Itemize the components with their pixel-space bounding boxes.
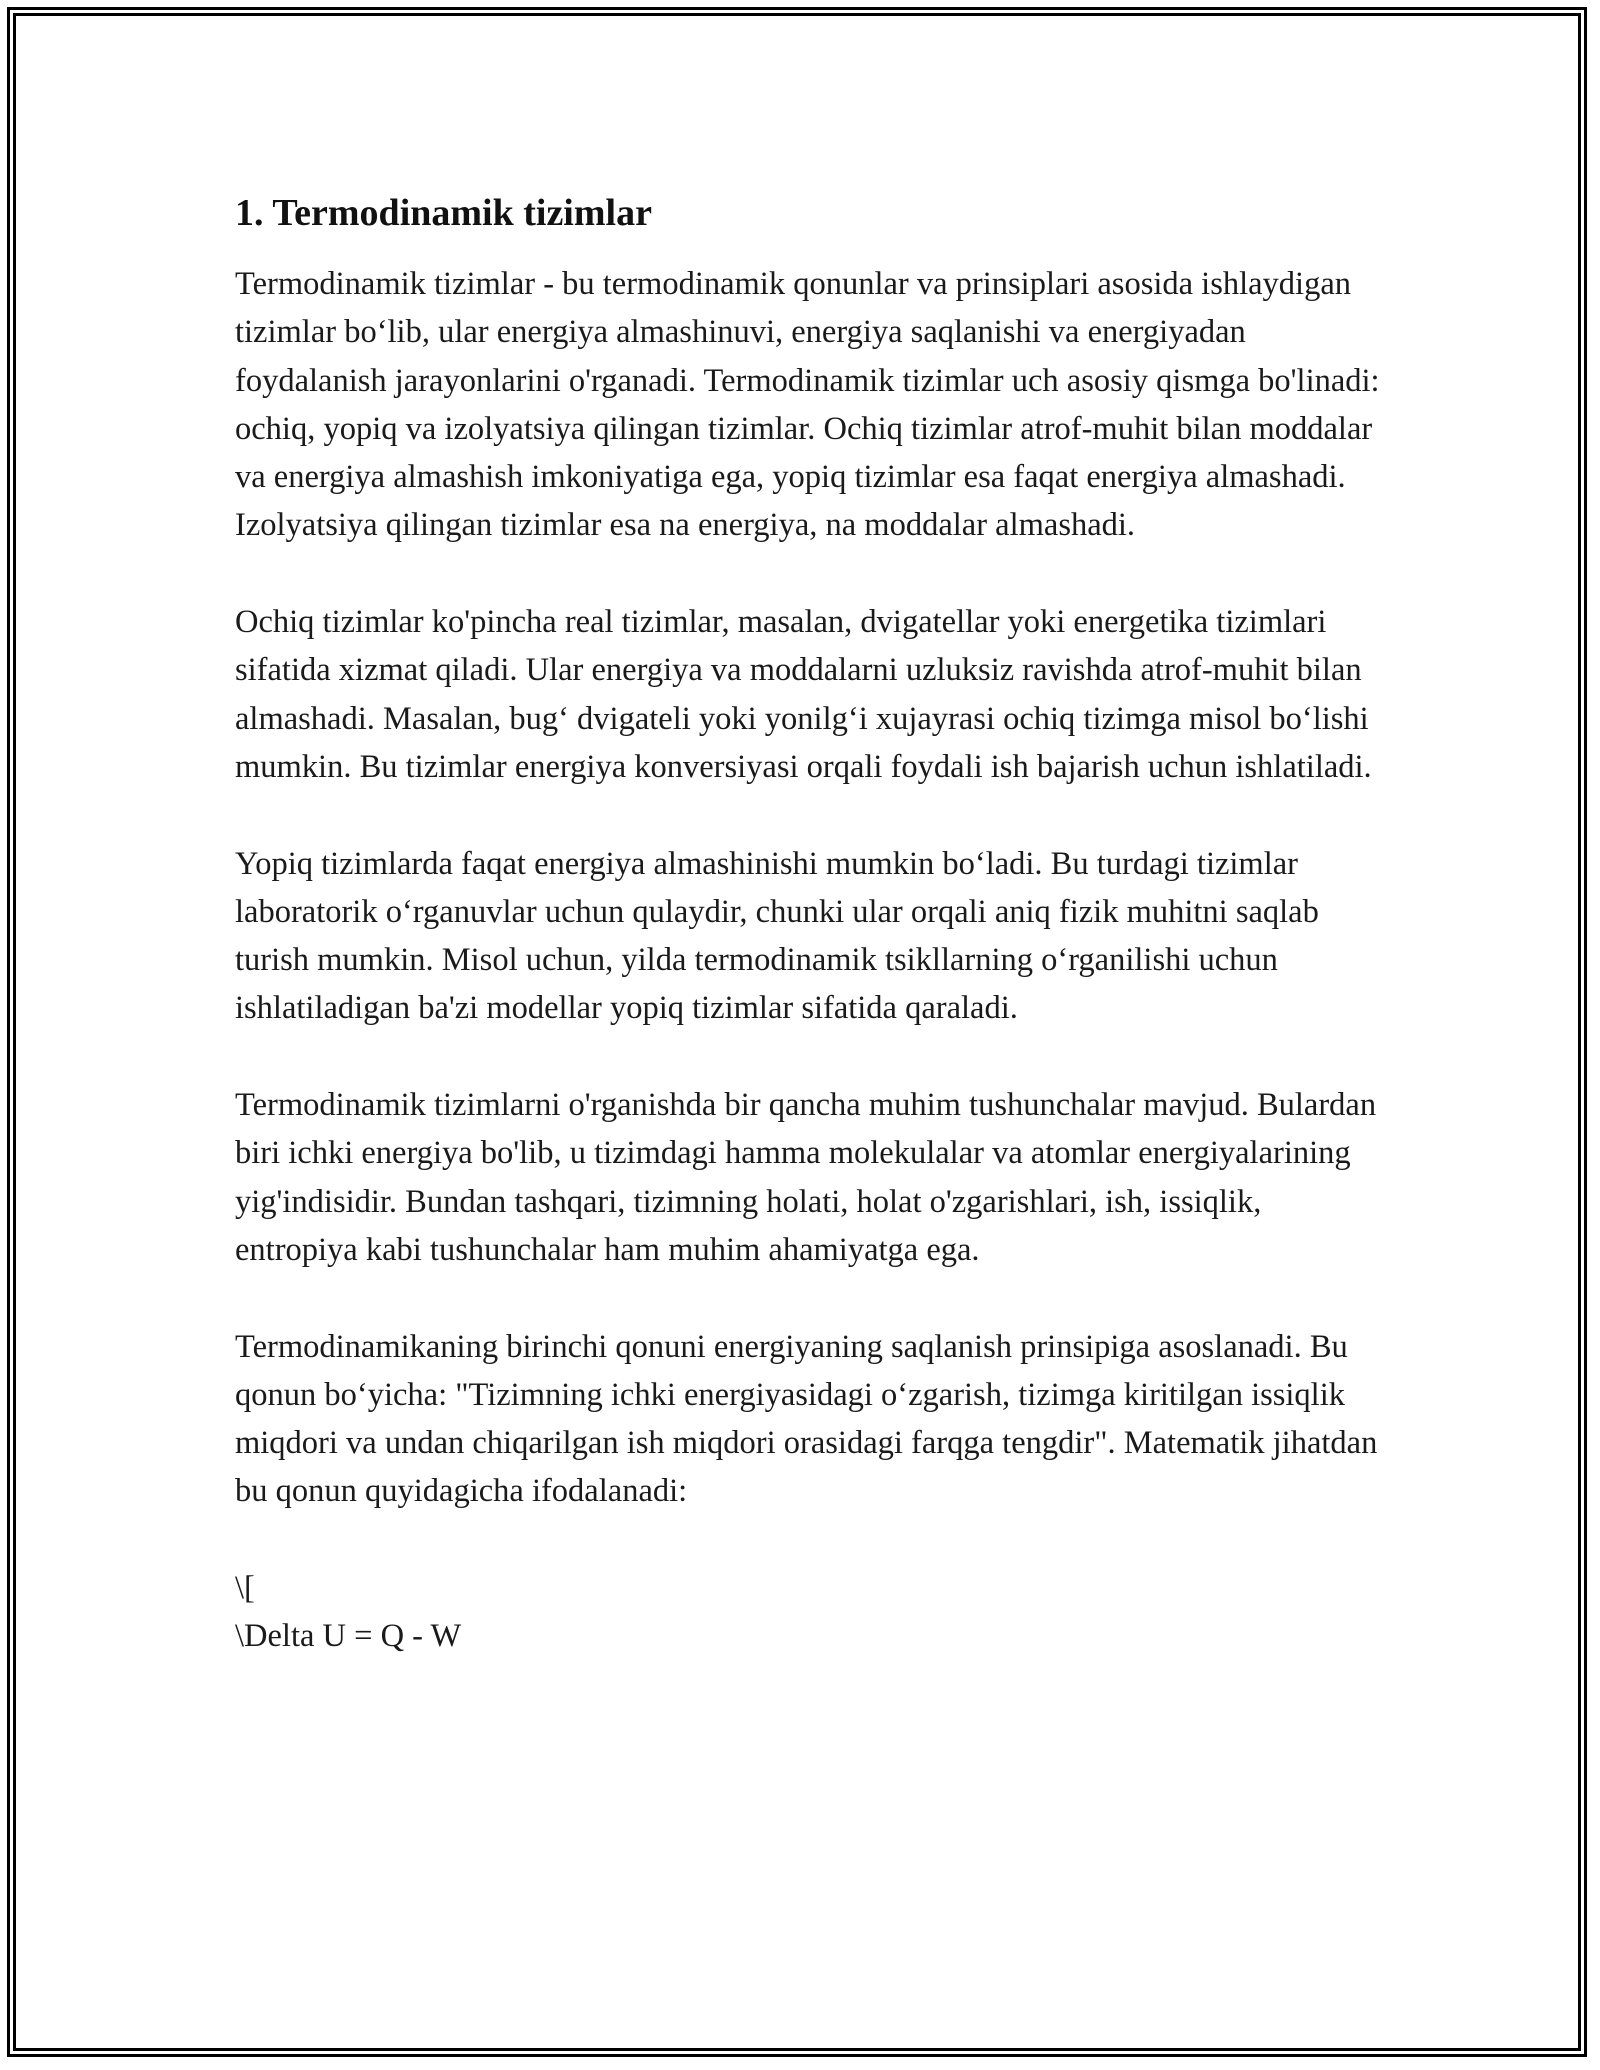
paragraph-key-concepts: Termodinamik tizimlarni o'rganishda bir qancha muhim tushunchalar mavjud. Bulardan biri ichki energiya bo'lib, u tizimdagi hamma molekulalar va atomlar energiyalarining yig'indisidir. Bundan tashqari, tizimning holati, holat o'zgarishlari, ish, issiqlik, entropiya kabi tushunchalar ham muhim ahamiyatga ega. xyxy=(235,1087,1377,1268)
section-heading: 1. Termodinamik tizimlar xyxy=(235,192,652,234)
paragraph-closed-systems: Yopiq tizimlarda faqat energiya almashinishi mumkin bo‘ladi. Bu turdagi tizimlar laboratorik o‘rganuvlar uchun qulaydir, chunki ular orqali aniq fizik muhitni saqlab turish mumkin. Misol uchun, yilda termodinamik tsikllarning o‘rganilishi uchun ishlatiladigan ba'zi modellar yopiq tizimlar sifatida qaraladi. xyxy=(235,845,1319,1027)
paragraph-open-systems: Ochiq tizimlar ko'pincha real tizimlar, masalan, dvigatellar yoki energetika tizimlari sifatida xizmat qiladi. Ular energiya va moddalarni uzluksiz ravishda atrof-muhit bilan almashadi. Masalan, bug‘ dvigateli yoki yonilg‘i xujayrasi ochiq tizimga misol bo‘lishi mumkin. Bu tizimlar energiya konversiyasi orqali foydali ish bajarish uchun ishlatiladi. xyxy=(235,604,1372,785)
formula-line-equation: \Delta U = Q - W xyxy=(235,1618,462,1655)
formula-line-open: \[ xyxy=(235,1570,255,1607)
formula-block xyxy=(235,1564,1385,1661)
paragraph-first-law: Termodinamikaning birinchi qonuni energiyaning saqlanish prinsipiga asoslanadi. Bu qonun bo‘yicha: "Tizimning ichki energiyasidagi o‘zgarish, tizimga kiritilgan issiqlik miqdori va undan chiqarilgan ish miqdori orasidagi farqga tengdir". Matematik jihatdan bu qonun quyidagicha ifodalanadi: xyxy=(235,1328,1378,1510)
paragraph-systems-overview: Termodinamik tizimlar - bu termodinamik qonunlar va prinsiplari asosida ishlaydigan tizimlar bo‘lib, ular energiya almashinuvi, energiya saqlanishi va energiyadan foydalanish jarayonlarini o'rganadi. Termodinamik tizimlar uch asosiy qismga bo'linadi: ochiq, yopiq va izolyatsiya qilingan tizimlar. Ochiq tizimlar atrof-muhit bilan moddalar va energiya almashish imkoniyatiga ega, yopiq tizimlar esa faqat energiya almashadi. Izolyatsiya qilingan tizimlar esa na energiya, na moddalar almashadi. xyxy=(235,266,1380,544)
document-body xyxy=(235,186,1385,1661)
